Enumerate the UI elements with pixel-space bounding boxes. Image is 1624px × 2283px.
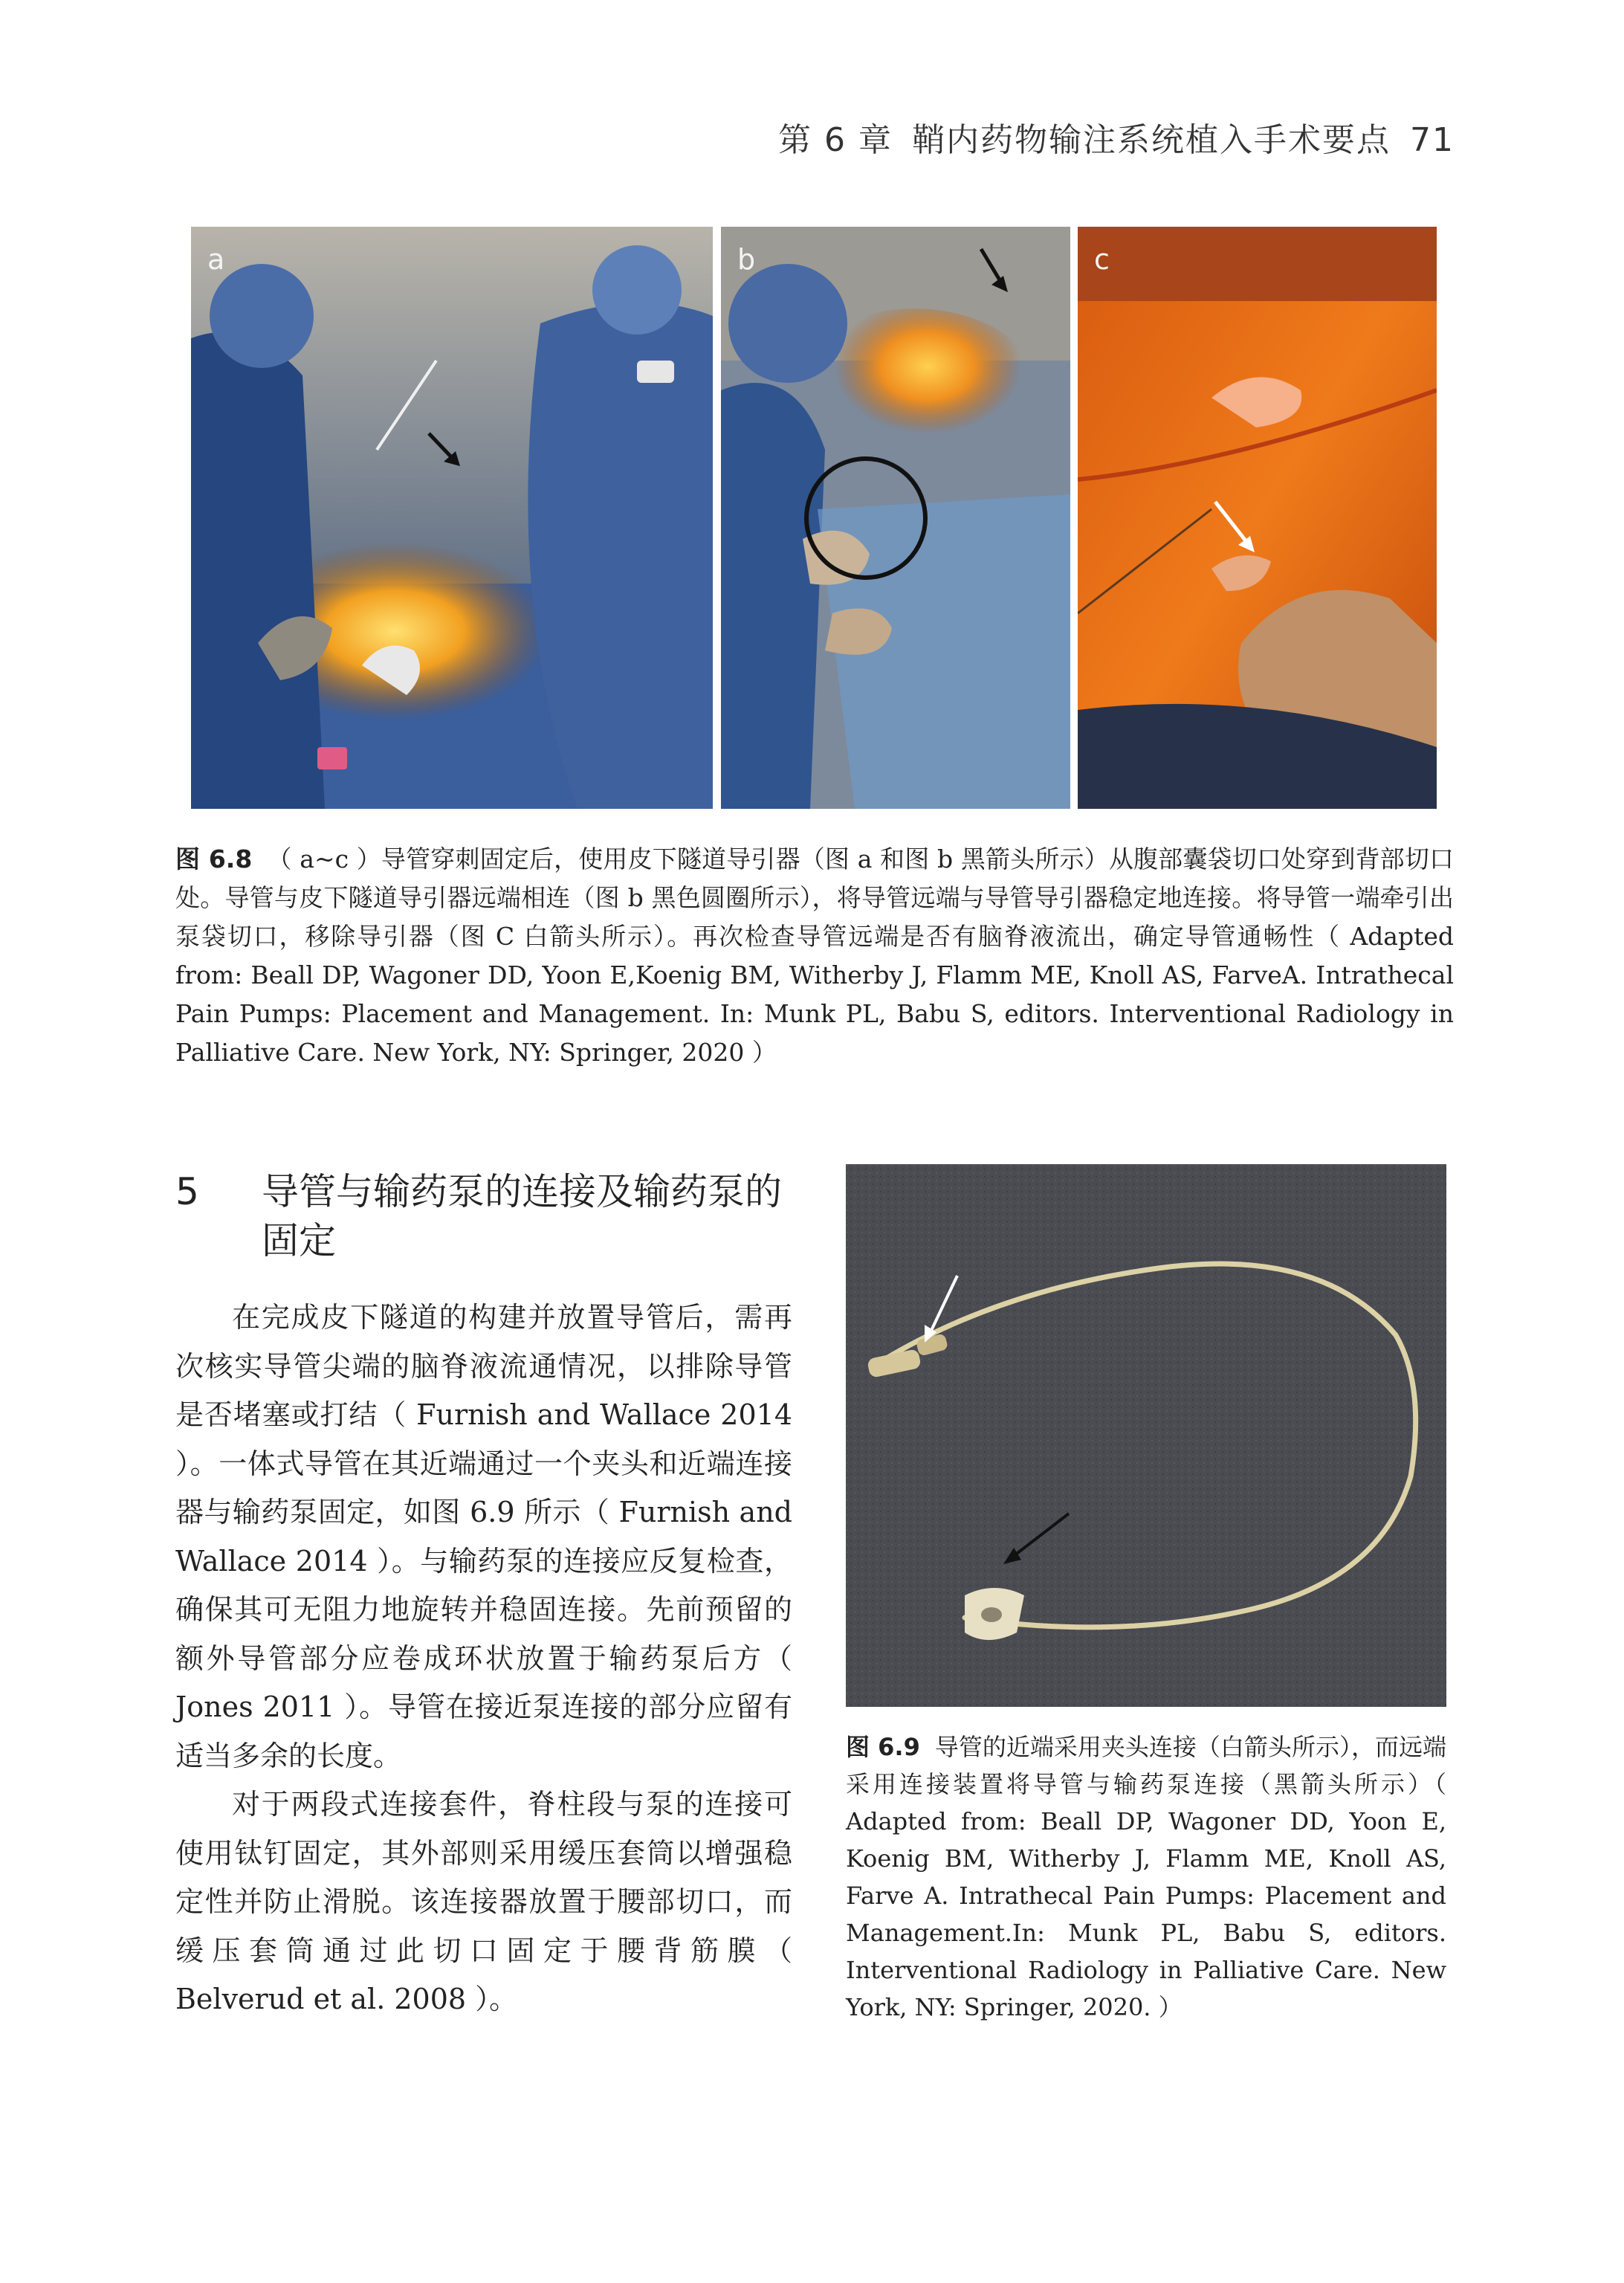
chapter-title: 鞘内药物输注系统植入手术要点 (912, 121, 1391, 159)
panel-label-a: a (207, 243, 225, 276)
panel-label-b: b (737, 243, 756, 276)
figure-6-9-caption (846, 1728, 1446, 2026)
figure-6-8-caption-text: （ a~c ）导管穿刺固定后，使用皮下隧道导引器（图 a 和图 b 黑箭头所示）从腹部囊袋切口处穿到背部切口处。导管与皮下隧道导引器远端相连（图 b 黑色圆圈所示），将导管远端与导管导引器稳定地连接。将导管一端牵引出泵袋切口，移除导引器（图 C 白箭头所示）。再次检查导管远端是否有脑脊液流出，确定导管通畅性（ Adapted from: Beall DP, Wagoner DD, Yoon E,Koenig BM, Witherby J, Flamm ME, Knoll AS, FarveA. Intrathecal Pain Pumps: Placement and Management. In: Munk PL, Babu S, editors. Interventional Radiology in Palliative Care. New York, NY: Springer, 2020 ） (175, 845, 1454, 1067)
figure-6-8-photo-a (191, 227, 713, 809)
body-paragraph-1: 在完成皮下隧道的构建并放置导管后，需再次核实导管尖端的脑脊液流通情况，以排除导管是否堵塞或打结（ Furnish and Wallace 2014 ）。一体式导管在其近端通过一个夹头和近端连接器与输药泵固定，如图 6.9 所示（ Furnish and Wallace 2014 ）。与输药泵的连接应反复检查，确保其可无阻力地旋转并稳固连接。先前预留的额外导管部分应卷成环状放置于输药泵后方（ Jones 2011 ）。导管在接近泵连接的部分应留有适当多余的长度。 (175, 1301, 792, 1772)
section-heading (175, 1167, 815, 1265)
figure-6-8-caption (175, 840, 1454, 1072)
section-number: 5 (175, 1170, 199, 1213)
body-text (175, 1294, 792, 2024)
running-header (759, 113, 1455, 161)
figure-6-8-number: 图 6.8 (175, 845, 253, 874)
figure-6-9-caption-text: 导管的近端采用夹头连接（白箭头所示），而远端采用连接装置将导管与输药泵连接（黑箭头所示）（ Adapted from: Beall DP, Wagoner DD, Yoon E, Koenig BM, Witherby J, Flamm ME, Knoll AS, Farve A. Intrathecal Pain Pumps: Placement and Management.In: Munk PL, Babu S, editors. Interventional Radiology in Palliative Care. New York, NY: Springer, 2020. ） (846, 1733, 1446, 2021)
page-number: 71 (1410, 121, 1455, 159)
chapter-label: 第 6 章 (778, 121, 893, 159)
figure-6-8-photo-c (1078, 227, 1437, 809)
figure-6-9-number: 图 6.9 (846, 1733, 920, 1761)
section-title: 导管与输药泵的连接及输药泵的固定 (262, 1170, 782, 1262)
figure-6-9-photo (846, 1164, 1446, 1707)
body-paragraph-2: 对于两段式连接套件，脊柱段与泵的连接可使用钛钉固定，其外部则采用缓压套筒以增强稳定性并防止滑脱。该连接器放置于腰部切口，而缓压套筒通过此切口固定于腰背筋膜（ Belverud et al. 2008 ）。 (175, 1788, 792, 2015)
figure-6-8-photo-b (721, 227, 1070, 809)
panel-label-c: c (1094, 243, 1110, 276)
